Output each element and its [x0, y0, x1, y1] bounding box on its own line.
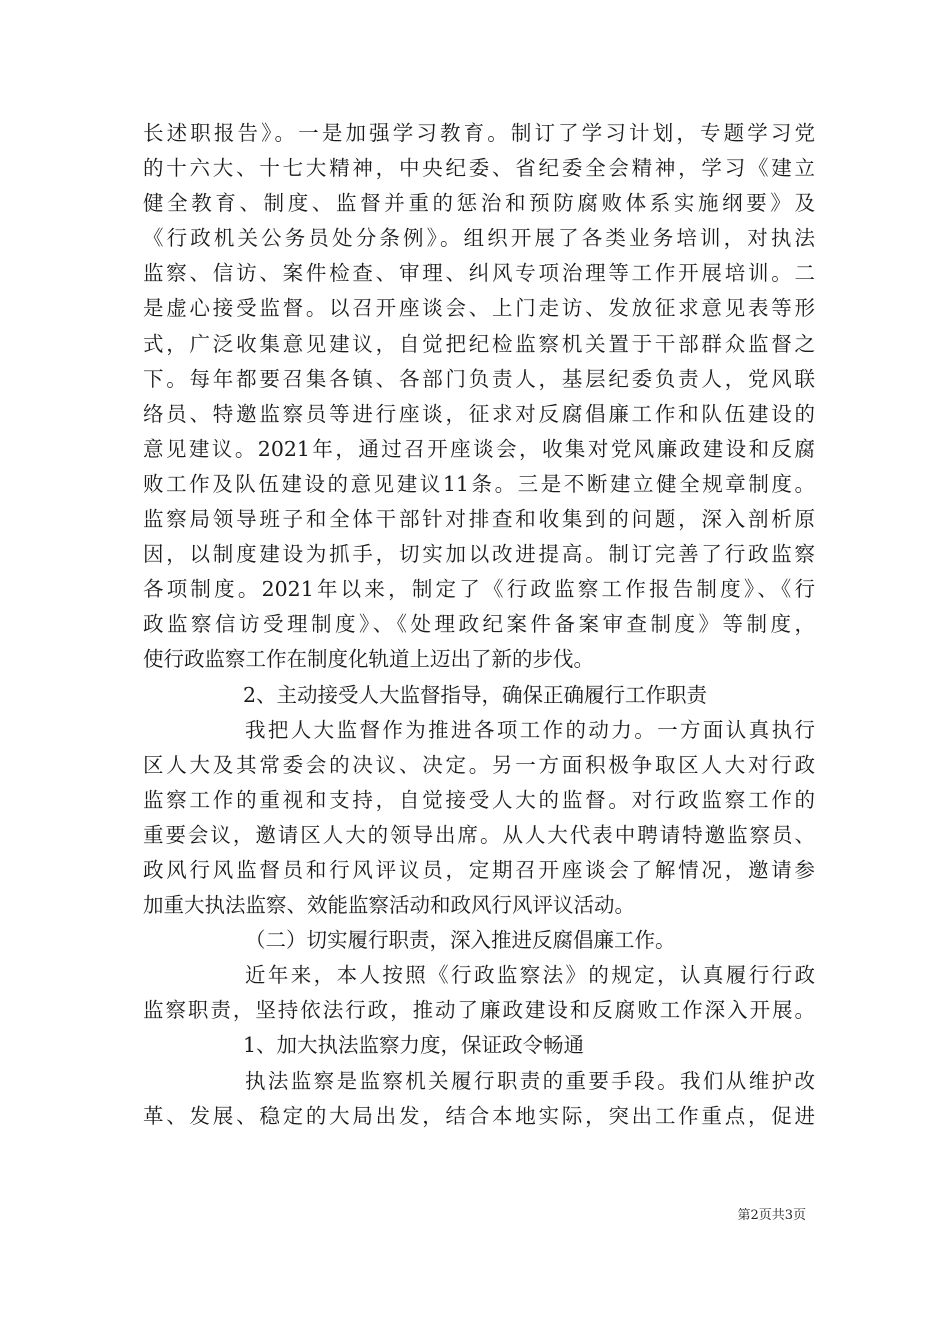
- section-heading: 1、加大执法监察力度，保证政令畅通: [243, 1033, 585, 1058]
- text-line: 的十六大、十七大精神，中央纪委、省纪委全会精神，学习《建立: [143, 156, 815, 181]
- text-line: 下。每年都要召集各镇、各部门负责人，基层纪委负责人，党风联: [143, 366, 815, 391]
- page-number: 第2页共3页: [737, 1208, 806, 1223]
- paragraph-first-line: 执法监察是监察机关履行职责的重要手段。我们从维护改: [245, 1068, 815, 1093]
- text-line: 是虚心接受监督。以召开座谈会、上门走访、发放征求意见表等形: [143, 296, 815, 321]
- text-line: 区人大及其常委会的决议、决定。另一方面积极争取区人大对行政: [143, 752, 815, 777]
- text-line: 政监察信访受理制度》、《处理政纪案件备案审查制度》等制度，: [143, 612, 815, 637]
- paragraph-first-line: 近年来，本人按照《行政监察法》的规定，认真履行行政: [245, 963, 815, 988]
- section-heading: （二）切实履行职责，深入推进反腐倡廉工作。: [245, 928, 676, 953]
- text-line: 使行政监察工作在制度化轨道上迈出了新的步伐。: [143, 647, 594, 672]
- text-line: 长述职报告》。一是加强学习教育。制订了学习计划，专题学习党: [143, 121, 815, 145]
- text-line: 各项制度。2021年以来，制定了《行政监察工作报告制度》、《行: [143, 577, 815, 602]
- text-line: 革、发展、稳定的大局出发，结合本地实际，突出工作重点，促进: [143, 1103, 815, 1128]
- section-heading: 2、主动接受人大监督指导，确保正确履行工作职责: [243, 682, 708, 707]
- text-line: 监察局领导班子和全体干部针对排查和收集到的问题，深入剖析原: [143, 507, 815, 532]
- text-line: 加重大执法监察、效能监察活动和政风行风评议活动。: [143, 893, 635, 918]
- text-line: 健全教育、制度、监督并重的惩治和预防腐败体系实施纲要》及: [143, 191, 815, 216]
- text-line: 政风行风监督员和行风评议员，定期召开座谈会了解情况，邀请参: [143, 857, 815, 882]
- text-line: 监察工作的重视和支持，自觉接受人大的监督。对行政监察工作的: [143, 787, 815, 812]
- text-line: 《行政机关公务员处分条例》。组织开展了各类业务培训，对执法: [143, 226, 815, 251]
- text-line: 监察职责，坚持依法行政，推动了廉政建设和反腐败工作深入开展。: [143, 998, 815, 1023]
- document-body: [143, 116, 815, 1134]
- text-line: 因，以制度建设为抓手，切实加以改进提高。制订完善了行政监察: [143, 542, 815, 567]
- text-line: 监察、信访、案件检查、审理、纠风专项治理等工作开展培训。二: [143, 261, 815, 286]
- text-line: 重要会议，邀请区人大的领导出席。从人大代表中聘请特邀监察员、: [143, 822, 815, 847]
- text-line: 式，广泛收集意见建议，自觉把纪检监察机关置于干部群众监督之: [143, 331, 815, 356]
- text-line: 络员、特邀监察员等进行座谈，征求对反腐倡廉工作和队伍建设的: [143, 401, 815, 426]
- paragraph-first-line: 我把人大监督作为推进各项工作的动力。一方面认真执行: [245, 717, 815, 742]
- text-line: 意见建议。2021年，通过召开座谈会，收集对党风廉政建设和反腐: [143, 436, 815, 461]
- text-line: 败工作及队伍建设的意见建议11条。三是不断建立健全规章制度。: [143, 471, 815, 496]
